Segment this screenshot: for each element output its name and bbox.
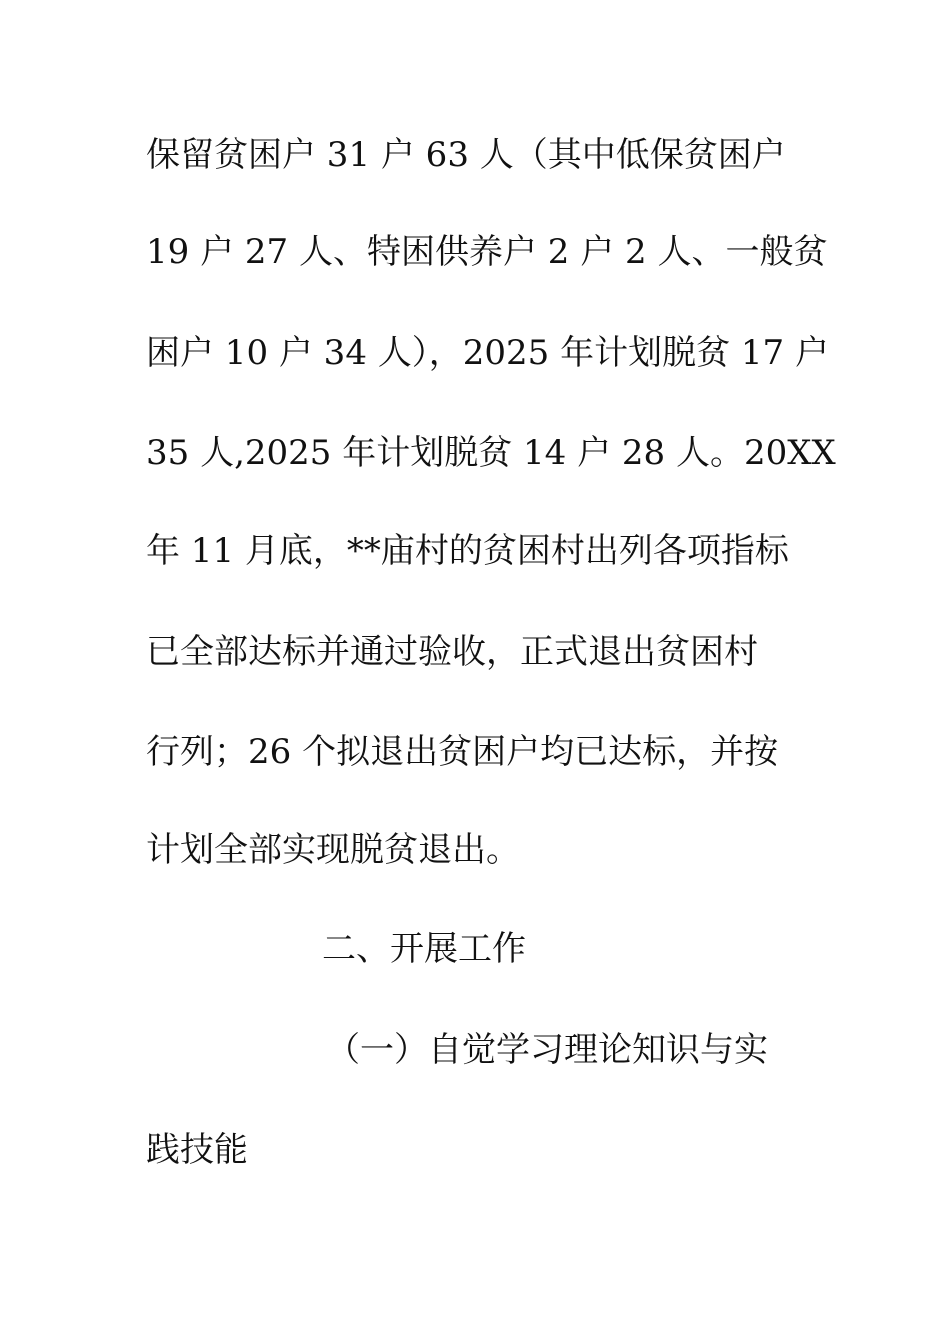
paragraph-line-7: 行列；26 个拟退出贫困户均已达标，并按: [146, 732, 779, 772]
paragraph-line-1: 保留贫困户 31 户 63 人（其中低保贫困户: [146, 135, 786, 175]
paragraph-line-4: 35 人,2025 年计划脱贫 14 户 28 人。20XX: [146, 433, 836, 473]
paragraph-line-3: 困户 10 户 34 人），2025 年计划脱贫 17 户: [146, 333, 829, 373]
paragraph-line-5: 年 11 月底，**庙村的贫困村出列各项指标: [146, 531, 789, 571]
paragraph-line-2: 19 户 27 人、特困供养户 2 户 2 人、一般贫: [146, 232, 828, 272]
paragraph-line-8: 计划全部实现脱贫退出。: [146, 830, 520, 870]
section-heading: 二、开展工作: [322, 929, 526, 969]
subsection-heading-line-1: （一）自觉学习理论知识与实: [326, 1030, 768, 1070]
subsection-heading-line-2: 践技能: [146, 1130, 248, 1170]
paragraph-line-6: 已全部达标并通过验收，正式退出贫困村: [146, 632, 758, 672]
